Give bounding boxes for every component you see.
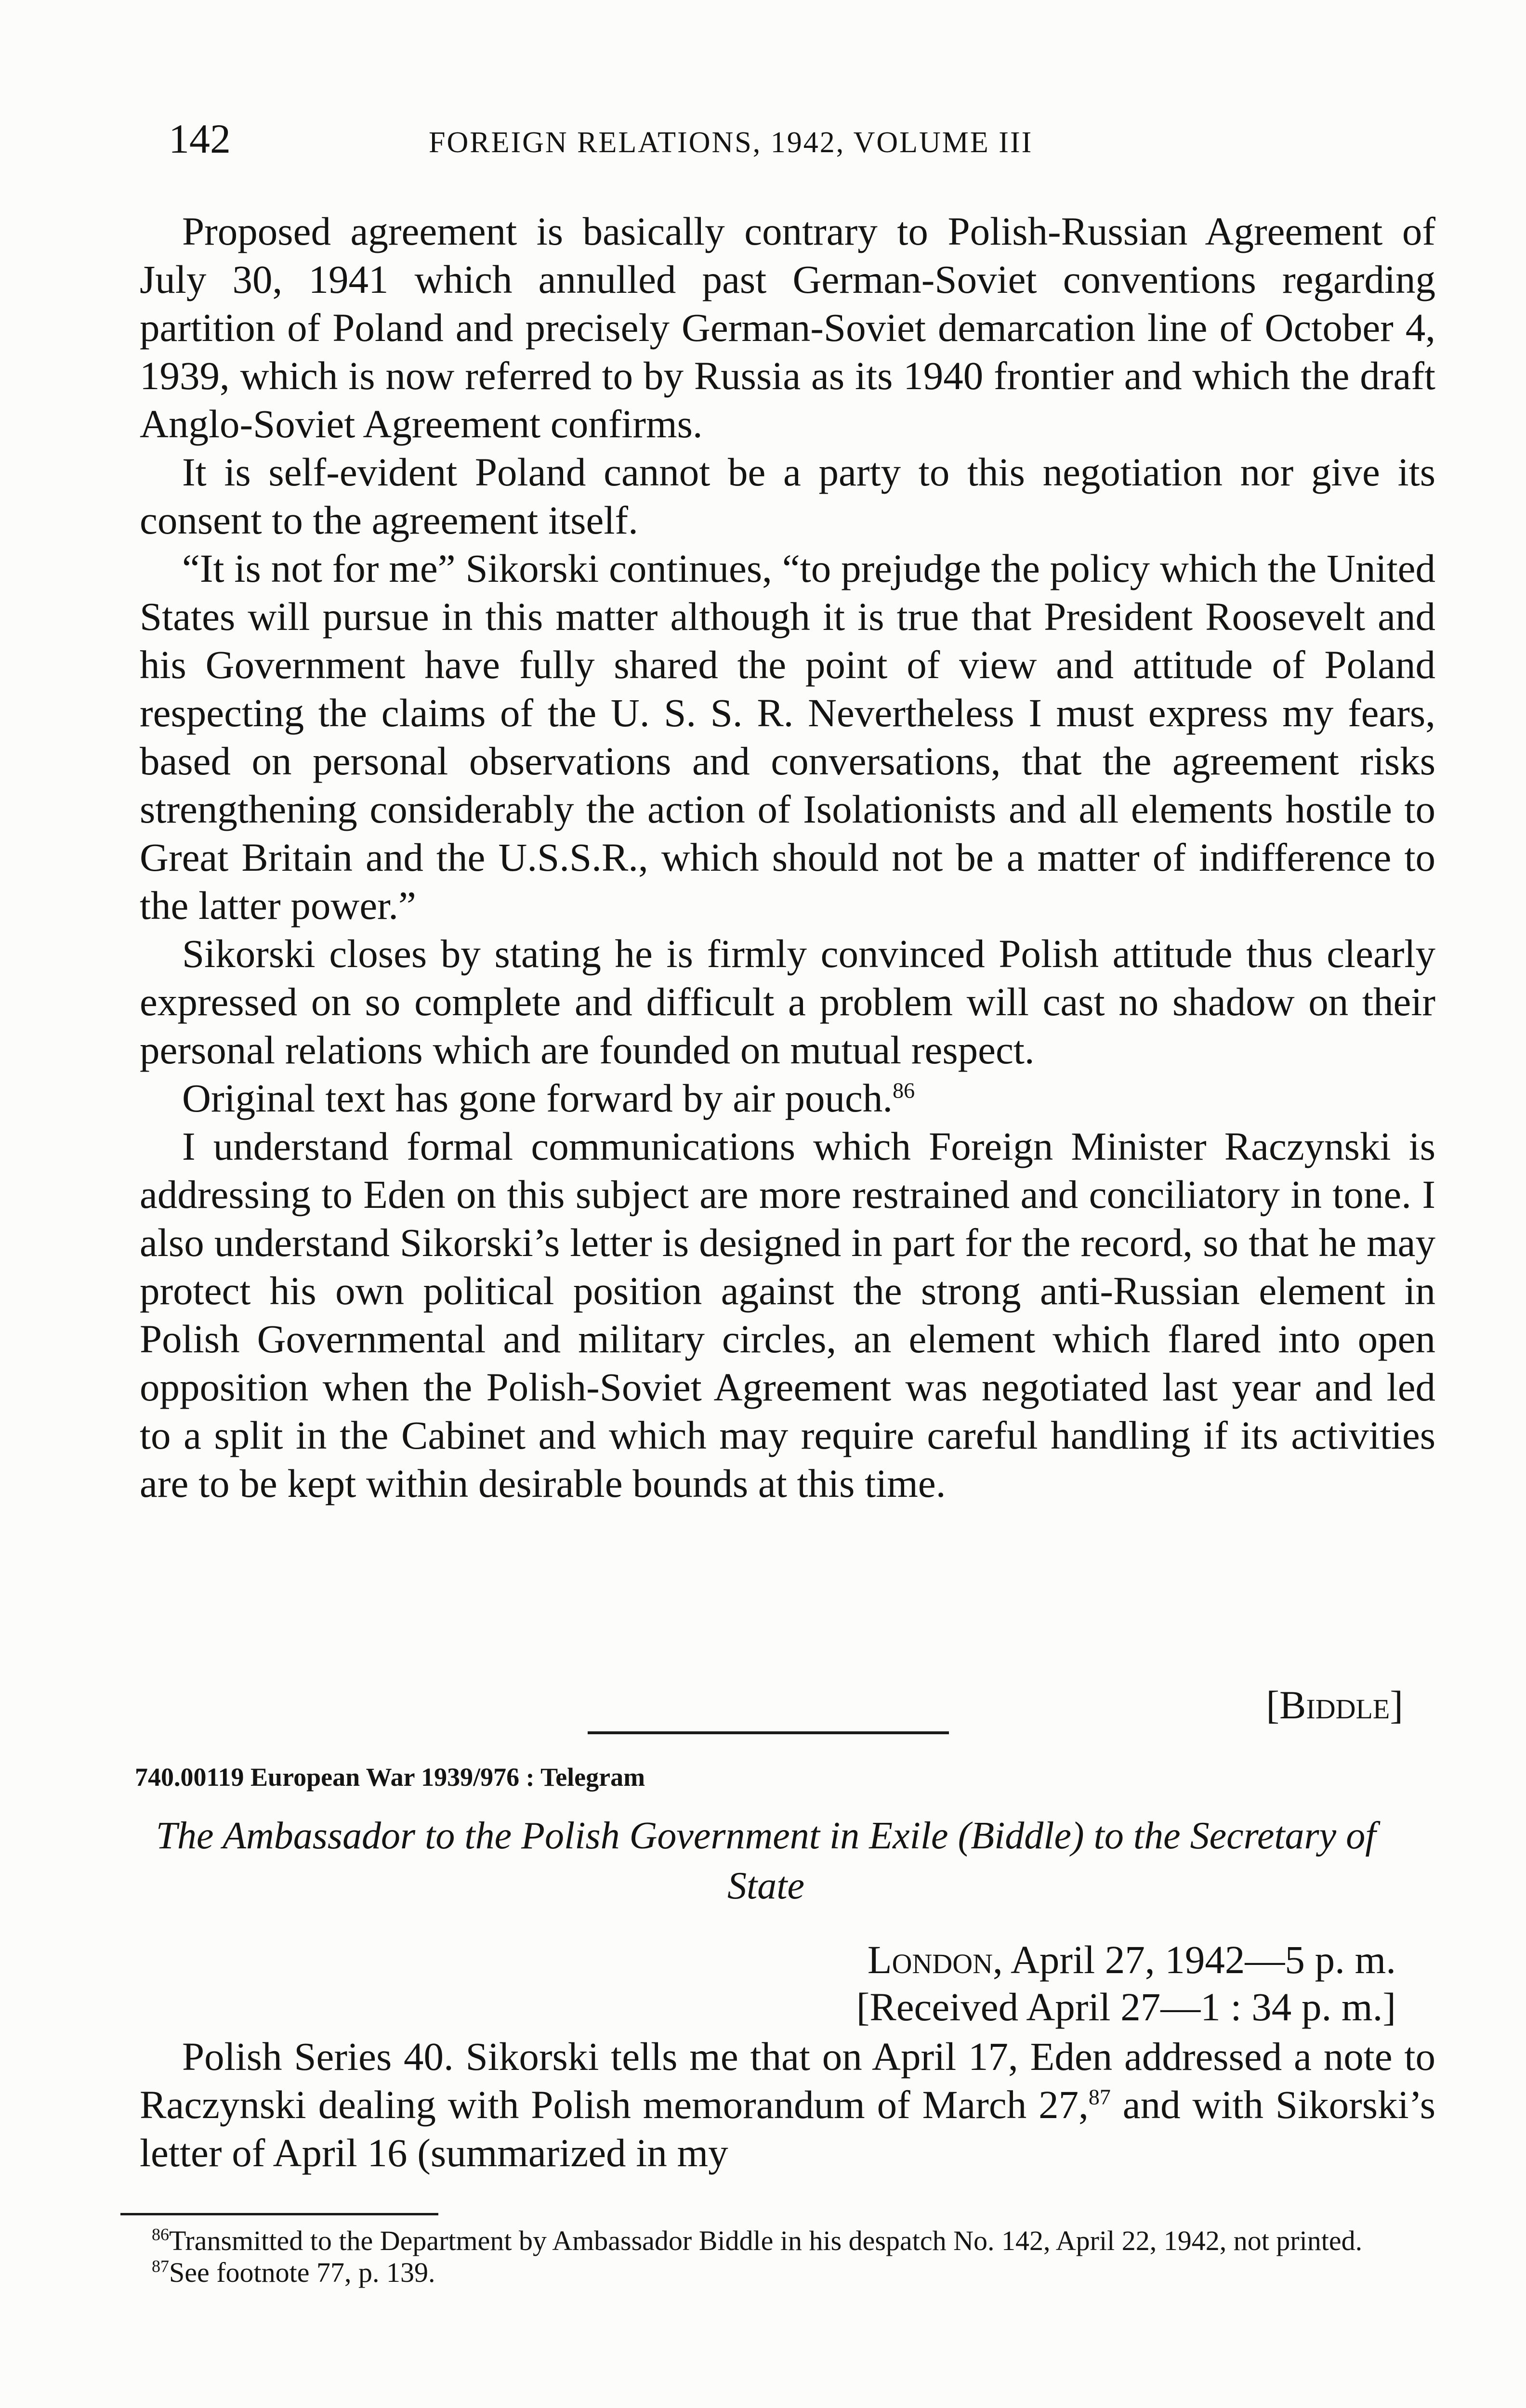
telegram-body <box>140 207 1435 1507</box>
polish-series-text-continued: and with Sikorski’s letter of April 16 (summarized in my <box>140 2082 1436 2175</box>
footnote-text: Transmitted to the Department by Ambassador Biddle in his despatch No. 142, April 22, 1942, not printed. <box>169 2225 1363 2256</box>
footnote-divider <box>120 2213 438 2215</box>
paragraph-sikorski-closes: Sikorski closes by stating he is firmly convinced Polish attitude thus clearly expressed on so complete and difficult a problem will cast no shadow on their personal relations which are founded on mutual respect. <box>140 931 1435 1072</box>
place: London, <box>867 1937 1003 1982</box>
page-header <box>159 115 1460 168</box>
running-head: FOREIGN RELATIONS, 1942, VOLUME III <box>429 126 1033 159</box>
footnote-ref-87: 87 <box>1088 2084 1111 2109</box>
file-number: 740.00119 European War 1939/976 : Telegram <box>135 1763 645 1792</box>
section-divider <box>588 1731 949 1734</box>
footnote-87 <box>118 2257 1390 2289</box>
footnote-number: 86 <box>152 2225 169 2244</box>
received-line: [Received April 27—1 : 34 p. m.] <box>856 1985 1396 2029</box>
date: April 27, 1942—5 p. m. <box>1010 1937 1396 1982</box>
footnote-text: See footnote 77, p. 139. <box>169 2257 435 2288</box>
footnote-ref-86: 86 <box>893 1078 915 1103</box>
paragraph-sikorski-quote: “It is not for me” Sikorski continues, “to prejudge the policy which the United States will pursue in this matter although it is true that President Roosevelt and his Government have fully shared the point of view and attitude of Poland respecting the claims of the U. S. S. R. Nevertheless I must express my fears, based on personal observations and conversations, that the agreement risks strengthening considerably the action of Isolationists and all elements hostile to Great Britain and the U.S.S.R., which should not be a matter of indifference to the latter power.” <box>140 546 1435 928</box>
air-pouch-text: Original text has gone forward by air pouch. <box>182 1076 893 1120</box>
telegram-body-2 <box>140 2032 1435 2177</box>
signature <box>1266 1681 1403 1729</box>
signature-open-bracket: [ <box>1266 1683 1280 1727</box>
footnote-86 <box>118 2225 1390 2257</box>
date-line <box>856 1936 1396 1983</box>
document-title: The Ambassador to the Polish Government in Exile (Biddle) to the Secretary of State <box>156 1815 1376 1907</box>
paragraph-self-evident: It is self-evident Poland cannot be a party to this negotiation nor give its consent to the agreement itself. <box>140 450 1435 542</box>
footnotes <box>118 2225 1390 2289</box>
footnote-number: 87 <box>152 2256 169 2276</box>
signature-close-bracket: ] <box>1390 1683 1403 1727</box>
paragraph-polish-series <box>140 2032 1435 2177</box>
paragraph-air-pouch <box>140 1074 1435 1122</box>
polish-series-text: Polish Series 40. Sikorski tells me that on April 17, Eden addressed a note to Raczynski dealing with Polish memorandum of March 27, <box>140 2034 1435 2127</box>
signature-name: Biddle <box>1279 1683 1390 1727</box>
page-number: 142 <box>169 116 231 162</box>
paragraph-raczynski: I understand formal communications which Foreign Minister Raczynski is addressing to Eden on this subject are more restrained and conciliatory in tone. I also understand Sikorski’s letter is designed in part for the record, so that he may protect his own political position against the strong anti-Russian element in Polish Governmental and military circles, an element which flared into open opposition when the Polish-Soviet Agreement was negotiated last year and led to a split in the Cabinet and which may require careful handling if its activities are to be kept within desirable bounds at this time. <box>140 1124 1435 1505</box>
dateline <box>856 1936 1396 2030</box>
paragraph-agreement: Proposed agreement is basically contrary to Polish-Russian Agreement of July 30, 1941 which annulled past German-Soviet conventions regarding partition of Poland and precisely German-Soviet demarcation line of October 4, 1939, which is now referred to by Russia as its 1940 frontier and which the draft Anglo-Soviet Agreement confirms. <box>140 209 1435 446</box>
